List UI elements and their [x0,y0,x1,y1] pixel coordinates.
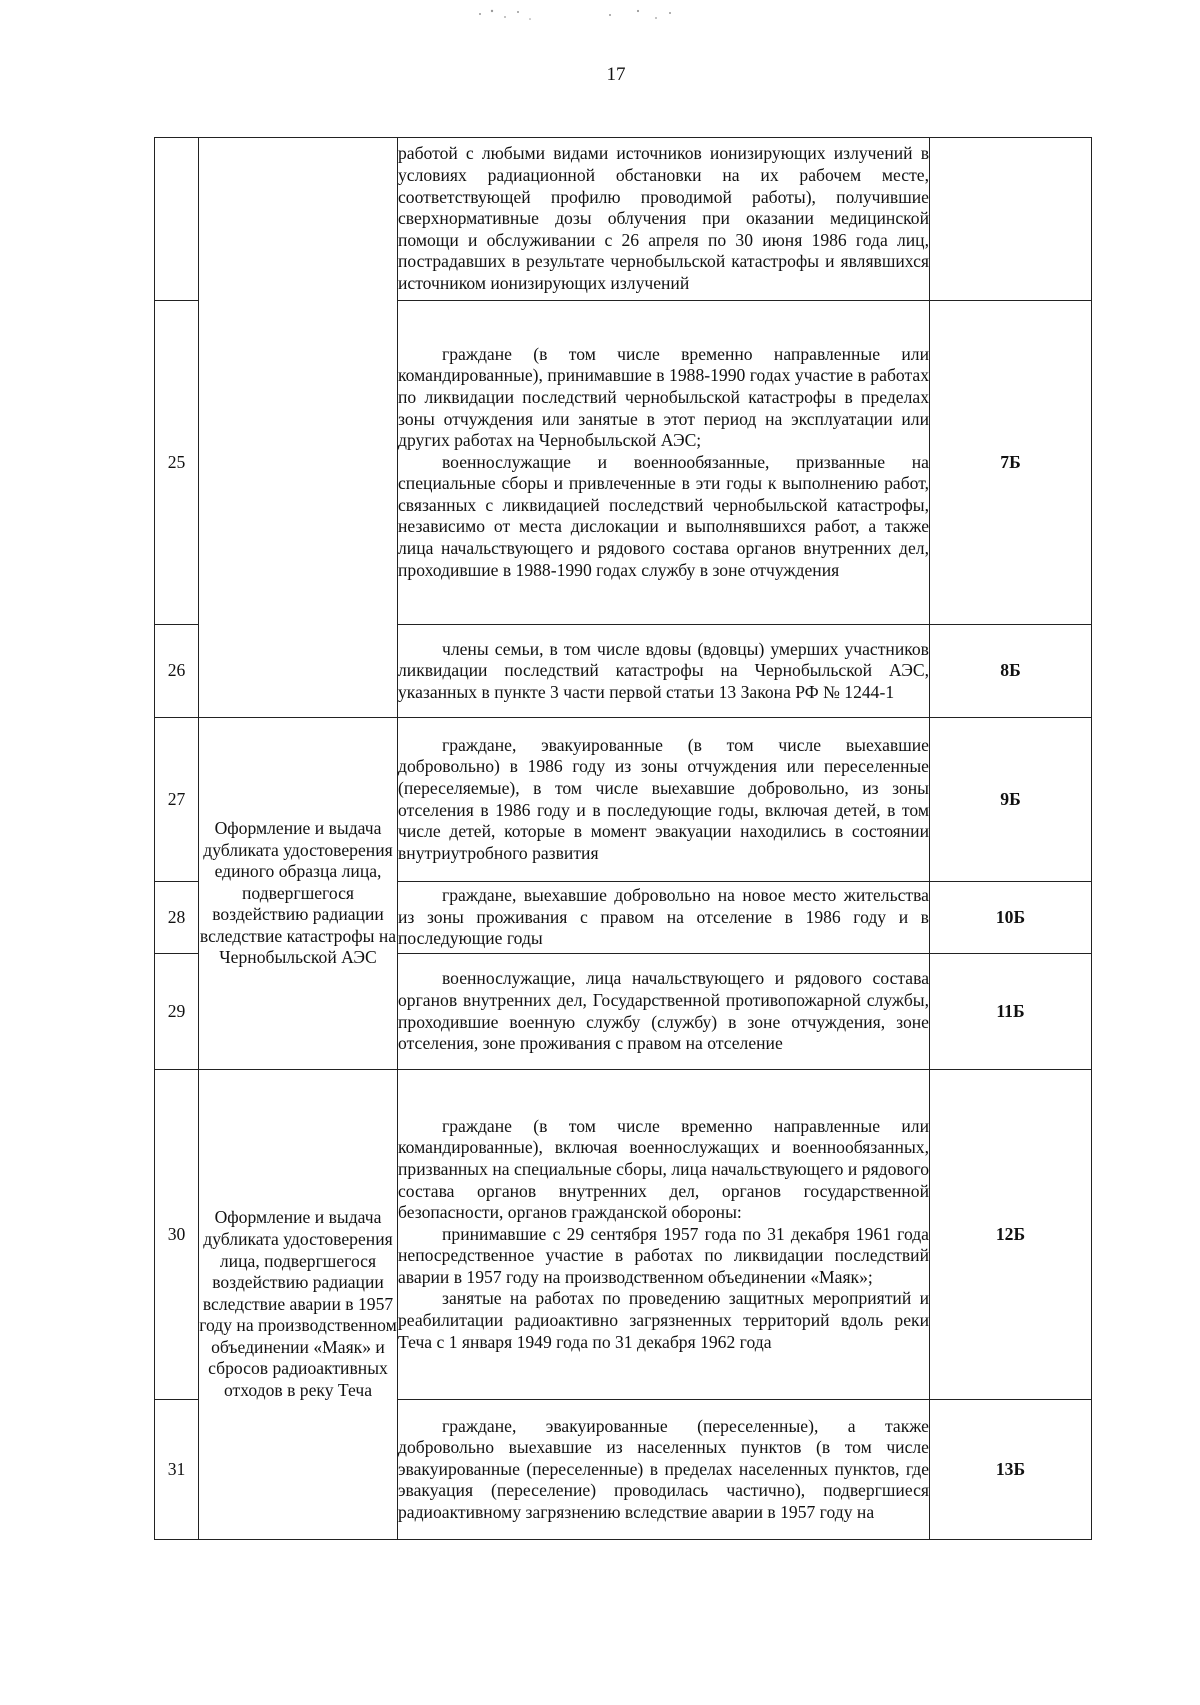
row-number: 29 [155,954,199,1070]
categories-table [154,137,1092,1540]
row-number [155,138,199,301]
category-description [398,1070,930,1400]
category-paragraph: граждане (в том числе временно направленные или командированные), принимавшие в 1988-1990 годах участие в работах по ликвидации последствий чернобыльской катастрофы в пределах зоны отчуждения или занятые в этот период на эксплуатации или других работах на Чернобыльской АЭС; [398,343,929,451]
row-number: 31 [155,1400,199,1540]
category-code [930,138,1092,301]
service-cell-empty [199,138,398,718]
category-paragraph: граждане, эвакуированные (в том числе выехавшие добровольно) в 1986 году из зоны отчуждения или переселенные (переселяемые), в том числе выехавшие добровольно, из зоны отселения в 1986 году и в последующие годы, включая детей, в том числе детей, которые в момент эвакуации находились в состоянии внутриутробного развития [398,734,929,863]
row-number: 27 [155,718,199,882]
category-description [398,625,930,718]
category-code: 12Б [930,1070,1092,1400]
row-number: 28 [155,882,199,954]
table-row [155,1070,1092,1400]
service-name: Оформление и выдача дубликата удостоверения лица, подвергшегося воздействию радиации вследствие аварии в 1957 году на производственном объединении «Маяк» и сбросов радиоактивных отходов в реку Теча [199,1070,398,1540]
category-paragraph: занятые на работах по проведению защитных мероприятий и реабилитации радиоактивно загрязненных территорий вдоль реки Теча с 1 января 1949 года по 31 декабря 1962 года [398,1288,929,1352]
category-paragraph: принимавшие с 29 сентября 1957 года по 31 декабря 1961 года непосредственное участие в работах по ликвидации последствий аварии в 1957 году на производственном объединении «Маяк»; [398,1223,929,1287]
category-description [398,718,930,882]
category-code: 10Б [930,882,1092,954]
table-row [155,718,1092,882]
category-paragraph: граждане, выехавшие добровольно на новое место жительства из зоны проживания с правом на отселение в 1986 году и в последующие годы [398,885,929,949]
category-paragraph: работой с любыми видами источников ионизирующих излучений в условиях радиационной обстановки на их рабочем месте, соответствующей профилю проводимой работы), получившие сверхнормативные дозы облучения при оказании медицинской помощи и обслуживании с 26 апреля по 30 июня 1986 года лиц, пострадавших в результате чернобыльской катастрофы и являвшихся источником ионизирующих излучений [398,143,929,293]
category-paragraph: военнослужащие, лица начальствующего и рядового состава органов внутренних дел, Государственной противопожарной службы, проходившие военную службу (службу) в зоне отчуждения, зоне отселения, зоне проживания с правом на отселение [398,968,929,1054]
category-description [398,138,930,301]
service-name: Оформление и выдача дубликата удостоверения единого образца лица, подвергшегося воздействию радиации вследствие катастрофы на Чернобыльской АЭС [199,718,398,1070]
category-description [398,1400,930,1540]
category-code: 8Б [930,625,1092,718]
category-description [398,882,930,954]
page-number: 17 [606,64,626,85]
row-number: 30 [155,1070,199,1400]
category-paragraph: граждане (в том числе временно направленные или командированные), включая военнослужащих и военнообязанных, призванных на специальные сборы, лица начальствующего и рядового состава органов внутренних дел, органов государственной безопасности, органов гражданской обороны: [398,1115,929,1223]
category-description [398,301,930,625]
category-paragraph: военнослужащие и военнообязанные, призванные на специальные сборы и привлеченные в эти годы к выполнению работ, связанных с ликвидацией последствий чернобыльской катастрофы, независимо от места дислокации и выполнявшихся работ, а также лица начальствующего и рядового состава органов внутренних дел, проходившие в 1988-1990 годах службу в зоне отчуждения [398,451,929,580]
category-code: 11Б [930,954,1092,1070]
category-paragraph: члены семьи, в том числе вдовы (вдовцы) умерших участников ликвидации последствий катастрофы на Чернобыльской АЭС, указанных в пункте 3 части первой статьи 13 Закона РФ № 1244-1 [398,638,929,702]
category-paragraph: граждане, эвакуированные (переселенные), а также добровольно выехавшие из населенных пунктов (в том числе эвакуированные (переселенные) в пределах населенных пунктов, где эвакуация (переселение) проводилась частично), подвергшиеся радиоактивному загрязнению вследствие аварии в 1957 году на [398,1415,929,1522]
category-code: 9Б [930,718,1092,882]
row-number: 26 [155,625,199,718]
scan-noise-mark [460,6,720,26]
row-number: 25 [155,301,199,625]
category-description [398,954,930,1070]
category-code: 13Б [930,1400,1092,1540]
table-row [155,138,1092,301]
category-code: 7Б [930,301,1092,625]
